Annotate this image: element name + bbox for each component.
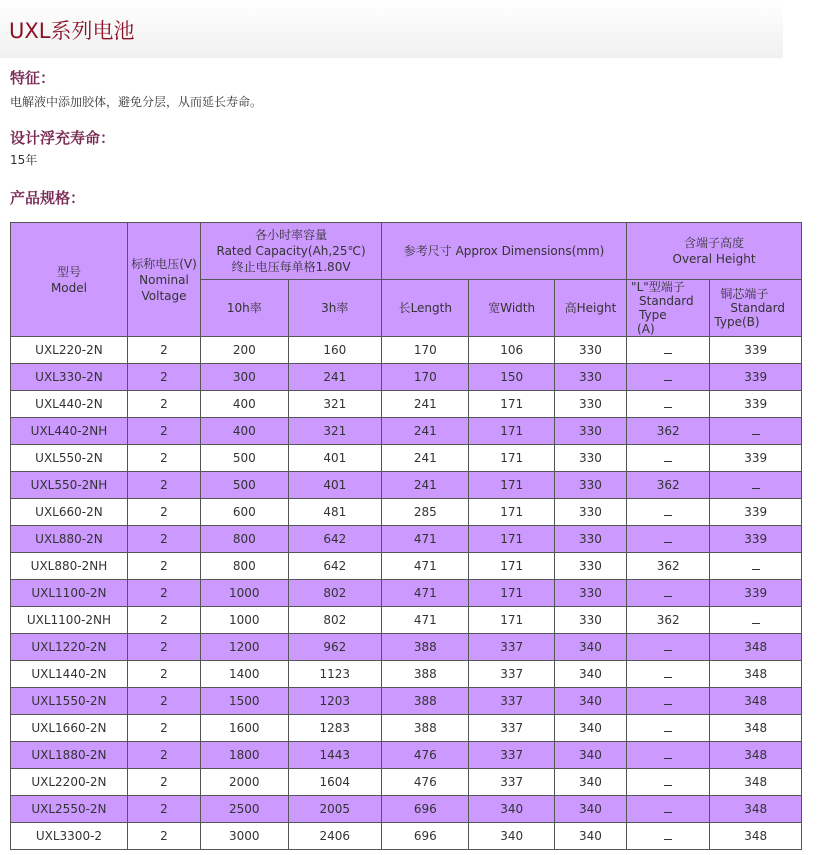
cell-voltage: 2: [127, 769, 200, 796]
cell-model: UXL550-2N: [11, 445, 128, 472]
cell-height: 340: [554, 823, 626, 850]
cell-width: 171: [469, 499, 554, 526]
dash-mark: [664, 668, 672, 678]
cell-capacity-10h: 200: [201, 337, 288, 364]
cell-width: 171: [469, 553, 554, 580]
cell-voltage: 2: [127, 580, 200, 607]
dash-mark: [664, 749, 672, 759]
cell-capacity-3h: 1604: [288, 769, 382, 796]
table-row: [11, 715, 802, 742]
cell-model: UXL220-2N: [11, 337, 128, 364]
cell-type-b: [710, 553, 802, 580]
cell-capacity-3h: 481: [288, 499, 382, 526]
cell-length: 241: [382, 445, 469, 472]
header-model-en: Model: [50, 280, 87, 295]
cell-capacity-10h: 1000: [201, 607, 288, 634]
cell-type-a: 362: [627, 418, 710, 445]
cell-length: 696: [382, 796, 469, 823]
header-dimensions: 参考尺寸 Approx Dimensions(mm): [382, 223, 627, 280]
cell-capacity-10h: 500: [201, 445, 288, 472]
cell-capacity-3h: 802: [288, 607, 382, 634]
cell-width: 171: [469, 445, 554, 472]
dash-mark: [664, 587, 672, 597]
dash-mark: [664, 533, 672, 543]
cell-voltage: 2: [127, 364, 200, 391]
header-type-a-cn: "L"型端子: [631, 280, 685, 294]
cell-capacity-10h: 300: [201, 364, 288, 391]
cell-voltage: 2: [127, 634, 200, 661]
cell-width: 171: [469, 391, 554, 418]
cell-type-a: [627, 499, 710, 526]
cell-capacity-10h: 2500: [201, 796, 288, 823]
cell-voltage: 2: [127, 337, 200, 364]
cell-type-b: 339: [710, 526, 802, 553]
header-height: [627, 223, 802, 280]
cell-type-b: [710, 472, 802, 499]
dash-mark: [752, 560, 760, 570]
cell-type-b: 339: [710, 337, 802, 364]
cell-capacity-3h: 321: [288, 418, 382, 445]
cell-model: UXL880-2N: [11, 526, 128, 553]
cell-type-a: [627, 337, 710, 364]
table-row: [11, 742, 802, 769]
cell-height: 340: [554, 742, 626, 769]
page-title: UXL系列电池: [9, 19, 135, 43]
cell-length: 170: [382, 364, 469, 391]
dash-mark: [664, 641, 672, 651]
header-type-b-cn: 铜芯端子: [720, 287, 769, 301]
cell-height: 340: [554, 796, 626, 823]
cell-width: 337: [469, 742, 554, 769]
cell-capacity-10h: 1400: [201, 661, 288, 688]
life-text: 15年: [10, 153, 38, 167]
cell-length: 388: [382, 688, 469, 715]
cell-model: UXL330-2N: [11, 364, 128, 391]
cell-length: 476: [382, 742, 469, 769]
cell-width: 337: [469, 688, 554, 715]
table-row: [11, 553, 802, 580]
cell-length: 388: [382, 715, 469, 742]
cell-type-a: [627, 796, 710, 823]
cell-capacity-10h: 1000: [201, 580, 288, 607]
cell-type-a: [627, 688, 710, 715]
table-row: [11, 472, 802, 499]
cell-voltage: 2: [127, 661, 200, 688]
cell-type-b: 339: [710, 499, 802, 526]
cell-type-a: [627, 580, 710, 607]
cell-length: 471: [382, 580, 469, 607]
cell-capacity-10h: 600: [201, 499, 288, 526]
cell-height: 340: [554, 661, 626, 688]
cell-width: 150: [469, 364, 554, 391]
table-row: [11, 499, 802, 526]
cell-type-b: 339: [710, 364, 802, 391]
cell-capacity-10h: 1800: [201, 742, 288, 769]
cell-model: UXL2550-2N: [11, 796, 128, 823]
header-type-b-2: Type(B): [714, 315, 760, 329]
cell-length: 170: [382, 337, 469, 364]
cell-type-a: [627, 742, 710, 769]
table-row: [11, 580, 802, 607]
spec-table: [10, 222, 802, 850]
cell-model: UXL1440-2N: [11, 661, 128, 688]
cell-model: UXL550-2NH: [11, 472, 128, 499]
header-type-b-1: Standard: [730, 301, 785, 315]
cell-height: 330: [554, 553, 626, 580]
header-height-cn: 含端子高度: [684, 236, 745, 250]
cell-capacity-10h: 500: [201, 472, 288, 499]
cell-type-a: [627, 823, 710, 850]
cell-capacity-3h: 1203: [288, 688, 382, 715]
cell-height: 330: [554, 364, 626, 391]
cell-type-b: 339: [710, 391, 802, 418]
cell-capacity-3h: 642: [288, 526, 382, 553]
cell-width: 171: [469, 526, 554, 553]
cell-height: 330: [554, 337, 626, 364]
cell-type-b: 339: [710, 580, 802, 607]
cell-type-a: [627, 364, 710, 391]
cell-voltage: 2: [127, 472, 200, 499]
header-type-a: [627, 280, 710, 337]
cell-capacity-3h: 401: [288, 472, 382, 499]
cell-type-b: 348: [710, 715, 802, 742]
cell-voltage: 2: [127, 445, 200, 472]
cell-model: UXL880-2NH: [11, 553, 128, 580]
cell-type-b: 348: [710, 769, 802, 796]
dash-mark: [752, 614, 760, 624]
life-heading: 设计浮充寿命：: [10, 129, 116, 147]
cell-voltage: 2: [127, 823, 200, 850]
cell-height: 340: [554, 688, 626, 715]
cell-height: 330: [554, 472, 626, 499]
cell-width: 337: [469, 715, 554, 742]
cell-capacity-3h: 802: [288, 580, 382, 607]
header-length: 长Length: [382, 280, 469, 337]
cell-width: 171: [469, 472, 554, 499]
cell-length: 471: [382, 553, 469, 580]
cell-model: UXL440-2N: [11, 391, 128, 418]
cell-type-a: 362: [627, 472, 710, 499]
cell-type-a: [627, 715, 710, 742]
dash-mark: [664, 371, 672, 381]
cell-width: 337: [469, 634, 554, 661]
cell-model: UXL1220-2N: [11, 634, 128, 661]
header-hgt: 高Height: [554, 280, 626, 337]
cell-capacity-3h: 1443: [288, 742, 382, 769]
cell-type-a: [627, 391, 710, 418]
table-row: [11, 364, 802, 391]
dash-mark: [664, 452, 672, 462]
cell-length: 476: [382, 769, 469, 796]
cell-voltage: 2: [127, 391, 200, 418]
cell-model: UXL1880-2N: [11, 742, 128, 769]
dash-mark: [664, 695, 672, 705]
cell-height: 330: [554, 499, 626, 526]
header-model-cn: 型号: [56, 264, 81, 279]
cell-width: 340: [469, 823, 554, 850]
dash-mark: [752, 425, 760, 435]
dash-mark: [664, 830, 672, 840]
cell-type-b: 348: [710, 688, 802, 715]
cell-type-a: [627, 769, 710, 796]
header-capacity-cn: 各小时率容量: [255, 228, 328, 242]
cell-capacity-3h: 241: [288, 364, 382, 391]
cell-length: 696: [382, 823, 469, 850]
cell-capacity-3h: 2406: [288, 823, 382, 850]
dash-mark: [664, 776, 672, 786]
cell-length: 471: [382, 607, 469, 634]
header-model: [11, 223, 128, 337]
cell-model: UXL1100-2N: [11, 580, 128, 607]
cell-width: 337: [469, 661, 554, 688]
cell-voltage: 2: [127, 418, 200, 445]
features-heading: 特征：: [10, 69, 56, 87]
cell-type-b: [710, 607, 802, 634]
cell-voltage: 2: [127, 715, 200, 742]
cell-capacity-10h: 1600: [201, 715, 288, 742]
cell-height: 330: [554, 607, 626, 634]
cell-height: 330: [554, 418, 626, 445]
cell-capacity-10h: 800: [201, 553, 288, 580]
cell-length: 388: [382, 634, 469, 661]
cell-model: UXL1550-2N: [11, 688, 128, 715]
cell-model: UXL660-2N: [11, 499, 128, 526]
header-voltage-en-2: Voltage: [141, 288, 187, 303]
cell-capacity-3h: 1283: [288, 715, 382, 742]
cell-voltage: 2: [127, 553, 200, 580]
dash-mark: [664, 803, 672, 813]
cell-capacity-3h: 401: [288, 445, 382, 472]
cell-type-b: 348: [710, 661, 802, 688]
specs-heading: 产品规格：: [10, 189, 86, 207]
dash-mark: [752, 479, 760, 489]
cell-length: 388: [382, 661, 469, 688]
cell-capacity-3h: 962: [288, 634, 382, 661]
cell-capacity-10h: 1200: [201, 634, 288, 661]
cell-model: UXL1660-2N: [11, 715, 128, 742]
table-row: [11, 526, 802, 553]
cell-type-a: [627, 445, 710, 472]
cell-model: UXL440-2NH: [11, 418, 128, 445]
table-row: [11, 769, 802, 796]
header-type-b: [710, 280, 802, 337]
cell-voltage: 2: [127, 607, 200, 634]
cell-capacity-3h: 1123: [288, 661, 382, 688]
cell-voltage: 2: [127, 499, 200, 526]
dash-mark: [664, 506, 672, 516]
header-capacity-en: Rated Capacity(Ah,25℃): [216, 244, 366, 258]
table-row: [11, 445, 802, 472]
cell-type-a: [627, 661, 710, 688]
cell-voltage: 2: [127, 796, 200, 823]
cell-length: 241: [382, 472, 469, 499]
header-height-en: Overal Height: [672, 252, 756, 266]
cell-type-b: [710, 418, 802, 445]
table-row: [11, 391, 802, 418]
cell-length: 241: [382, 418, 469, 445]
cell-voltage: 2: [127, 688, 200, 715]
cell-type-b: 339: [710, 445, 802, 472]
cell-width: 340: [469, 796, 554, 823]
cell-type-b: 348: [710, 634, 802, 661]
cell-width: 171: [469, 418, 554, 445]
cell-model: UXL2200-2N: [11, 769, 128, 796]
header-10h: 10h率: [201, 280, 288, 337]
cell-capacity-3h: 160: [288, 337, 382, 364]
cell-type-a: [627, 634, 710, 661]
cell-voltage: 2: [127, 742, 200, 769]
header-voltage-en-1: Nominal: [139, 272, 189, 287]
cell-width: 106: [469, 337, 554, 364]
cell-width: 171: [469, 580, 554, 607]
cell-capacity-10h: 2000: [201, 769, 288, 796]
cell-height: 330: [554, 526, 626, 553]
cell-type-a: 362: [627, 607, 710, 634]
table-row: [11, 337, 802, 364]
header-voltage-cn: 标称电压(V): [131, 256, 197, 271]
cell-height: 330: [554, 391, 626, 418]
cell-type-b: 348: [710, 742, 802, 769]
cell-height: 330: [554, 580, 626, 607]
dash-mark: [664, 722, 672, 732]
spec-table-body: [11, 337, 802, 850]
header-type-a-3: (A): [637, 322, 655, 336]
cell-width: 337: [469, 769, 554, 796]
cell-capacity-10h: 3000: [201, 823, 288, 850]
cell-capacity-10h: 800: [201, 526, 288, 553]
header-width: 宽Width: [469, 280, 554, 337]
header-voltage: [127, 223, 200, 337]
cell-length: 471: [382, 526, 469, 553]
cell-height: 340: [554, 634, 626, 661]
cell-type-a: 362: [627, 553, 710, 580]
header-3h: 3h率: [288, 280, 382, 337]
cell-height: 340: [554, 769, 626, 796]
cell-type-a: [627, 526, 710, 553]
cell-height: 340: [554, 715, 626, 742]
header-type-a-2: Type: [639, 308, 667, 322]
header-capacity-voltage: 终止电压每单格1.80V: [231, 260, 351, 274]
cell-model: UXL1100-2NH: [11, 607, 128, 634]
header-type-a-1: Standard: [639, 294, 694, 308]
table-row: [11, 607, 802, 634]
cell-capacity-3h: 321: [288, 391, 382, 418]
cell-type-b: 348: [710, 796, 802, 823]
cell-capacity-10h: 400: [201, 418, 288, 445]
cell-capacity-10h: 1500: [201, 688, 288, 715]
dash-mark: [664, 398, 672, 408]
header-capacity: [201, 223, 382, 280]
cell-width: 171: [469, 607, 554, 634]
dash-mark: [664, 344, 672, 354]
cell-length: 241: [382, 391, 469, 418]
cell-capacity-3h: 2005: [288, 796, 382, 823]
table-row: [11, 796, 802, 823]
table-row: [11, 823, 802, 850]
cell-model: UXL3300-2: [11, 823, 128, 850]
cell-type-b: 348: [710, 823, 802, 850]
features-text: 电解液中添加胶体，避免分层，从而延长寿命。: [10, 95, 263, 109]
cell-height: 330: [554, 445, 626, 472]
table-row: [11, 418, 802, 445]
cell-length: 285: [382, 499, 469, 526]
table-row: [11, 634, 802, 661]
table-row: [11, 661, 802, 688]
cell-capacity-3h: 642: [288, 553, 382, 580]
cell-voltage: 2: [127, 526, 200, 553]
cell-capacity-10h: 400: [201, 391, 288, 418]
table-row: [11, 688, 802, 715]
